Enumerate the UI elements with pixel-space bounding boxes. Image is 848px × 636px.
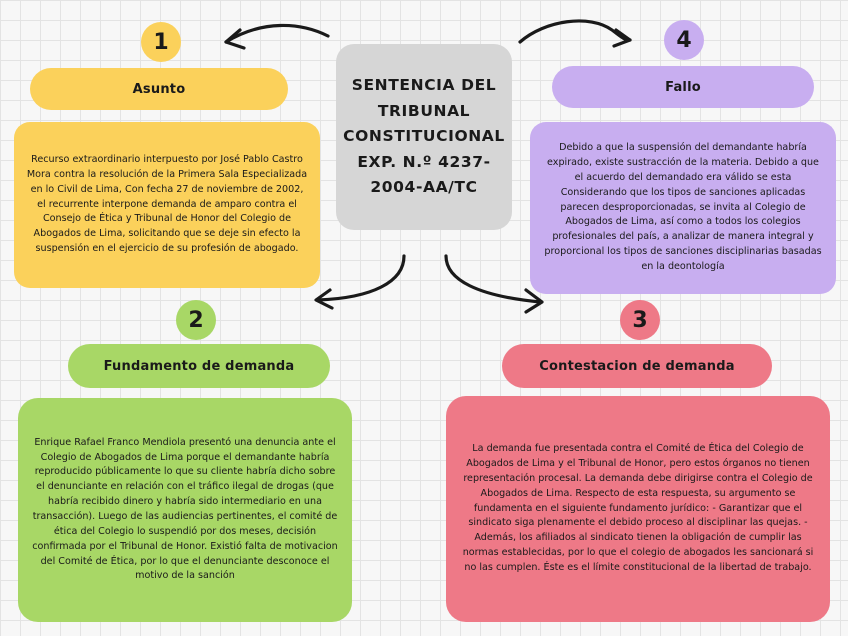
section-1-header	[30, 68, 288, 110]
section-1-number: 1	[153, 29, 169, 55]
section-2-header	[68, 344, 330, 388]
arrow-to-fundamento	[318, 256, 404, 300]
section-4-text: Debido a que la suspensión del demandante habría expirado, existe sustracción de la materia. Debido a que el acuerdo del demandado era válido se esta Considerando que los tipos de sanciones aplicadas parecen desproporcionadas, se invita al Colegio de Abogados de Lima, así como a todos los colegios profesionales del país, a analizar de manera integral y proporcional los tipos de sanciones disciplinarias basadas en la deontología	[544, 142, 822, 272]
section-1-text: Recurso extraordinario interpuesto por José Pablo Castro Mora contra la resolución de la Primera Sala Especializada en lo Civil de Lima, Con fecha 27 de noviembre de 2002, el recurrente interpone demanda de amparo contra el Consejo de Ética y Tribunal de Honor del Colegio de Abogados de Lima, solicitando que se deje sin efecto la suspensión en el ejercicio de su profesión de abogado.	[26, 153, 308, 255]
section-3-number-badge	[620, 300, 660, 340]
section-3-number: 3	[632, 307, 648, 333]
section-1-body	[14, 122, 320, 288]
section-2-number: 2	[188, 307, 204, 333]
section-2-number-badge	[176, 300, 216, 340]
center-title-box	[336, 44, 512, 230]
section-2-header-label: Fundamento de demanda	[103, 358, 295, 374]
section-3-header	[502, 344, 772, 388]
section-3-text: La demanda fue presentada contra el Comité de Ética del Colegio de Abogados de Lima y el Tribunal de Honor, pero estos órganos no tienen representación procesal. La demanda debe dirigirse contra el Colegio de Abogados de Lima. Respecto de esta respuesta, su argumento se fundamenta en el siguiente fundamento jurídico: - Garantizar que el sindicato siga plenamente el debido proceso al disciplinar las quejas. - Además, los afiliados al sindicato tienen la obligación de cumplir las normas establecidas, por lo que el colegio de abogados les sancionará si no las cumplen. Éste es el límite constitucional de la libertad de trabajo.	[462, 443, 814, 573]
arrow-to-asunto	[226, 25, 328, 42]
section-4-number: 4	[676, 27, 692, 53]
section-3-body	[446, 396, 830, 622]
section-4-header	[552, 66, 814, 108]
section-4-body	[530, 122, 836, 294]
section-3-header-label: Contestacion de demanda	[539, 358, 735, 374]
section-2-body	[18, 398, 352, 622]
section-4-number-badge	[664, 20, 704, 60]
arrow-to-fallo	[520, 21, 630, 42]
section-1-header-label: Asunto	[132, 81, 186, 97]
section-4-header-label: Fallo	[665, 79, 701, 95]
section-2-text: Enrique Rafael Franco Mendiola presentó una denuncia ante el Colegio de Abogados de Lima porque el demandante habría reproducido públicamente lo que su cliente habría dicho sobre el denunciante en relación con el tráfico ilegal de drogas (que habría recibido dinero y habría sido intermediario en una transacción). Luego de las audiencias pertinentes, el comité de ética del Colegio lo suspendió por dos meses, decisión confirmada por el Tribunal de Honor. Existió falta de motivacion del Comité de Ética, por lo que el denunciante desconoce el motivo de la sanción	[32, 436, 338, 582]
arrow-to-contestacion	[446, 256, 540, 302]
center-title: SENTENCIA DEL TRIBUNAL CONSTITUCIONAL EXP. N.º 4237-2004-AA/TC	[343, 76, 505, 197]
section-1-number-badge	[141, 22, 181, 62]
